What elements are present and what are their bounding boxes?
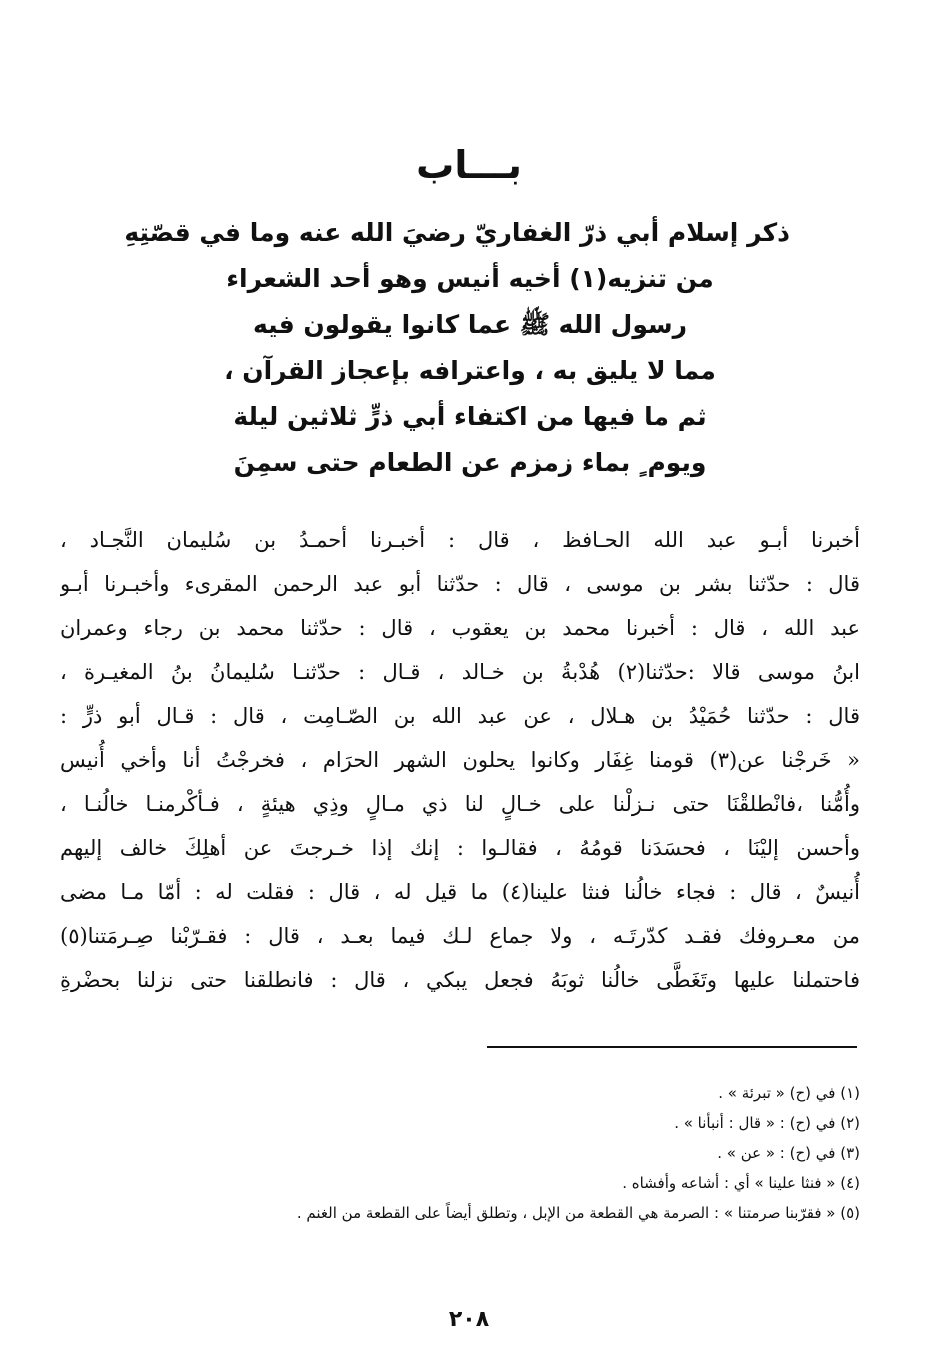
footnote: (٤) « فنثا علينا » أي : أشاعه وأفشاه .: [622, 1174, 860, 1192]
footnotes: [150, 1078, 860, 1228]
page-number: ٢٠٨: [448, 1307, 490, 1332]
footnote: (١) في (ح) « تبرئة » .: [718, 1084, 860, 1102]
body-line: عبد الله ، قال : أخبرنا محمد بن يعقوب ، قال : حدّثنا محمد بن رجاء وعمران: [60, 616, 860, 640]
footnote-divider: [487, 1046, 857, 1048]
body-line: وأحسن إليْنَا ، فحسَدَنا قومُهُ ، فقالـوا : إنك إذا خـرجتَ عن أهلِكَ خالف إليهم: [60, 836, 860, 860]
body-line: ابنُ موسى قالا :حدّثنا(٢) هُدْبةُ بن خـالد ، قـال : حدّثنـا سُليمانُ بنُ المغيـرة ،: [60, 660, 860, 684]
footnote: (٥) « فقرّبنا صرمتنا » : الصرمة هي القطعة من الإبل ، وتطلق أيضاً على القطعة من الغنم .: [296, 1204, 860, 1222]
footnote: (٣) في (ح) : « عن » .: [717, 1144, 860, 1162]
body-line: قال : حدّثنا بشر بن موسى ، قال : حدّثنا أبو عبد الرحمن المقرىء وأخبـرنا أبـو: [60, 572, 860, 596]
heading-line: ثم ما فيها من اكتفاء أبي ذرٍّ ثلاثين ليلة: [233, 402, 707, 431]
heading-line: ذكر إسلام أبي ذرّ الغفاريّ رضيَ الله عنه وما في قصّتِهِ: [124, 218, 790, 247]
heading-line: من تنزيه(١) أخيه أنيس وهو أحد الشعراء: [226, 264, 714, 293]
footnote: (٢) في (ح) : « قال : أنبأنا » .: [674, 1114, 860, 1132]
heading-line: مما لا يليق به ، واعترافه بإعجاز القرآن ،: [224, 356, 716, 385]
heading-line: ويوم ٍ بماء زمزم عن الطعام حتى سمِنَ: [233, 448, 707, 477]
body-line: وأُمُّنا ،فانْطلقْنَا حتى نـزلْنا على خـالٍ لنا ذي مـالٍ وذِي هيئةٍ ، فـأكْرمنـا خالُنـا ،: [60, 792, 860, 816]
body-line: أخبرنا أبـو عبد الله الحـافظ ، قال : أخبـرنا أحمـدُ بن سُليمان النَّجـاد ،: [60, 528, 860, 552]
body-line: من معـروفك فقـد كدّرتَـه ، ولا جماع لـك فيما بعـد ، قال : فقـرّبْنا صِـرمَتنا(٥): [60, 924, 860, 948]
body-line: قال : حدّثنا حُمَيْدُ بن هـلال ، عن عبد الله بن الصّـامِت ، قال : قـال أبو ذرٍّ :: [60, 704, 860, 728]
body-line: « خَرجْنا عن(٣) قومنا غِفَار وكانوا يحلون الشهر الحرَام ، فخرجْتُ أنا وأخي أُنيس: [60, 748, 860, 772]
body-text: [60, 518, 860, 1002]
heading-line: رسول الله ﷺ عما كانوا يقولون فيه: [252, 310, 688, 339]
body-line: فاحتملنا عليها وتَغَطَّى خالُنا ثوبَهُ فجعل يبكي ، قال : فانطلقنا حتى نزلنا بحضْرةِ: [60, 968, 860, 992]
chapter-heading: [124, 210, 790, 486]
body-line: أُنيسٌ ، قال : فجاء خالُنا فنثا علينا(٤) ما قيل له ، قال : فقلت له : أمّا مـا مضى: [60, 880, 860, 904]
chapter-title: بـــاب: [416, 143, 522, 187]
